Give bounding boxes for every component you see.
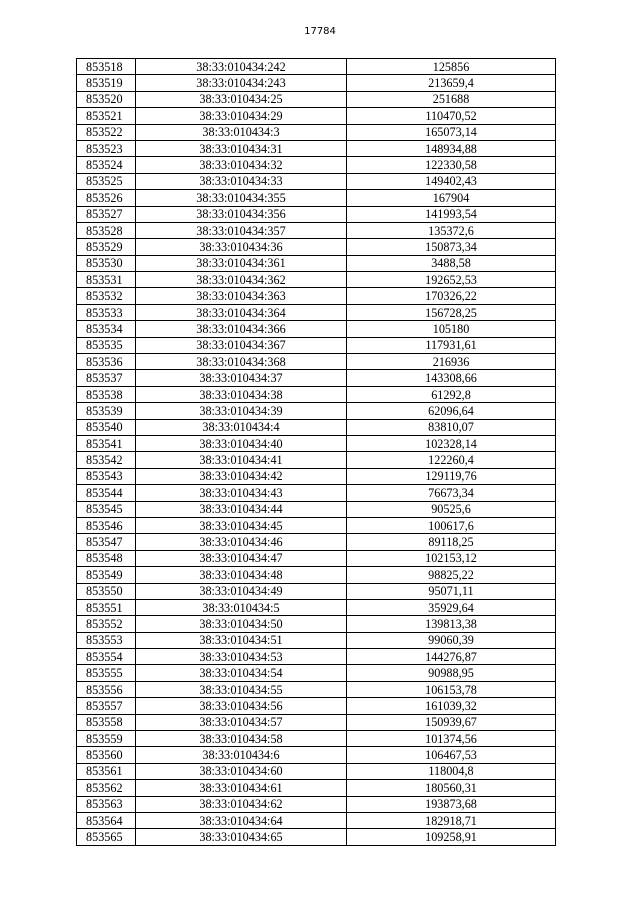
row-number-cell: 853541 bbox=[77, 435, 136, 451]
cadastral-number-cell: 38:33:010434:368 bbox=[136, 354, 347, 370]
cadastral-number-cell: 38:33:010434:41 bbox=[136, 452, 347, 468]
table-row bbox=[77, 354, 556, 370]
cadastral-number-cell: 38:33:010434:44 bbox=[136, 501, 347, 517]
cadastral-value-cell: 83810,07 bbox=[347, 419, 556, 435]
cadastral-value-cell: 141993,54 bbox=[347, 206, 556, 222]
table-row bbox=[77, 386, 556, 402]
cadastral-number-cell: 38:33:010434:5 bbox=[136, 599, 347, 615]
table-row bbox=[77, 665, 556, 681]
cadastral-number-cell: 38:33:010434:60 bbox=[136, 763, 347, 779]
row-number-cell: 853564 bbox=[77, 812, 136, 828]
row-number-cell: 853546 bbox=[77, 517, 136, 533]
row-number-cell: 853525 bbox=[77, 173, 136, 189]
table-row bbox=[77, 731, 556, 747]
table-row bbox=[77, 599, 556, 615]
row-number-cell: 853526 bbox=[77, 190, 136, 206]
cadastral-value-cell: 125856 bbox=[347, 59, 556, 75]
cadastral-number-cell: 38:33:010434:48 bbox=[136, 567, 347, 583]
row-number-cell: 853557 bbox=[77, 698, 136, 714]
table-row bbox=[77, 517, 556, 533]
cadastral-value-cell: 102328,14 bbox=[347, 435, 556, 451]
cadastral-number-cell: 38:33:010434:39 bbox=[136, 403, 347, 419]
table-row bbox=[77, 337, 556, 353]
table-row bbox=[77, 632, 556, 648]
table-row bbox=[77, 190, 556, 206]
table-row bbox=[77, 140, 556, 156]
row-number-cell: 853559 bbox=[77, 731, 136, 747]
cadastral-value-cell: 3488,58 bbox=[347, 255, 556, 271]
table-body bbox=[77, 59, 556, 846]
cadastral-number-cell: 38:33:010434:356 bbox=[136, 206, 347, 222]
cadastral-number-cell: 38:33:010434:242 bbox=[136, 59, 347, 75]
row-number-cell: 853553 bbox=[77, 632, 136, 648]
row-number-cell: 853536 bbox=[77, 354, 136, 370]
row-number-cell: 853533 bbox=[77, 304, 136, 320]
cadastral-number-cell: 38:33:010434:58 bbox=[136, 731, 347, 747]
cadastral-value-cell: 35929,64 bbox=[347, 599, 556, 615]
cadastral-number-cell: 38:33:010434:366 bbox=[136, 321, 347, 337]
table-row bbox=[77, 91, 556, 107]
cadastral-value-cell: 251688 bbox=[347, 91, 556, 107]
cadastral-value-cell: 156728,25 bbox=[347, 304, 556, 320]
cadastral-value-cell: 102153,12 bbox=[347, 550, 556, 566]
cadastral-number-cell: 38:33:010434:54 bbox=[136, 665, 347, 681]
table-row bbox=[77, 501, 556, 517]
cadastral-value-cell: 148934,88 bbox=[347, 140, 556, 156]
row-number-cell: 853535 bbox=[77, 337, 136, 353]
cadastral-value-cell: 118004,8 bbox=[347, 763, 556, 779]
cadastral-value-cell: 167904 bbox=[347, 190, 556, 206]
cadastral-value-cell: 135372,6 bbox=[347, 222, 556, 238]
cadastral-value-cell: 109258,91 bbox=[347, 829, 556, 845]
row-number-cell: 853527 bbox=[77, 206, 136, 222]
cadastral-number-cell: 38:33:010434:364 bbox=[136, 304, 347, 320]
cadastral-number-cell: 38:33:010434:40 bbox=[136, 435, 347, 451]
row-number-cell: 853521 bbox=[77, 108, 136, 124]
cadastral-number-cell: 38:33:010434:243 bbox=[136, 75, 347, 91]
row-number-cell: 853544 bbox=[77, 485, 136, 501]
table-row bbox=[77, 780, 556, 796]
cadastral-number-cell: 38:33:010434:50 bbox=[136, 616, 347, 632]
table-row bbox=[77, 681, 556, 697]
row-number-cell: 853561 bbox=[77, 763, 136, 779]
row-number-cell: 853528 bbox=[77, 222, 136, 238]
cadastral-value-cell: 193873,68 bbox=[347, 796, 556, 812]
cadastral-number-cell: 38:33:010434:51 bbox=[136, 632, 347, 648]
cadastral-number-cell: 38:33:010434:36 bbox=[136, 239, 347, 255]
table-row bbox=[77, 550, 556, 566]
table-row bbox=[77, 763, 556, 779]
cadastral-number-cell: 38:33:010434:355 bbox=[136, 190, 347, 206]
row-number-cell: 853540 bbox=[77, 419, 136, 435]
table-row bbox=[77, 419, 556, 435]
table-row bbox=[77, 567, 556, 583]
cadastral-value-cell: 76673,34 bbox=[347, 485, 556, 501]
cadastral-number-cell: 38:33:010434:56 bbox=[136, 698, 347, 714]
cadastral-number-cell: 38:33:010434:4 bbox=[136, 419, 347, 435]
row-number-cell: 853542 bbox=[77, 452, 136, 468]
table-row bbox=[77, 321, 556, 337]
row-number-cell: 853545 bbox=[77, 501, 136, 517]
cadastral-value-cell: 105180 bbox=[347, 321, 556, 337]
cadastral-number-cell: 38:33:010434:65 bbox=[136, 829, 347, 845]
table-row bbox=[77, 403, 556, 419]
row-number-cell: 853534 bbox=[77, 321, 136, 337]
row-number-cell: 853537 bbox=[77, 370, 136, 386]
cadastral-number-cell: 38:33:010434:62 bbox=[136, 796, 347, 812]
table-row bbox=[77, 173, 556, 189]
table-row bbox=[77, 272, 556, 288]
cadastral-value-cell: 150939,67 bbox=[347, 714, 556, 730]
row-number-cell: 853565 bbox=[77, 829, 136, 845]
table-row bbox=[77, 255, 556, 271]
cadastral-value-cell: 161039,32 bbox=[347, 698, 556, 714]
row-number-cell: 853539 bbox=[77, 403, 136, 419]
cadastral-number-cell: 38:33:010434:37 bbox=[136, 370, 347, 386]
cadastral-value-cell: 106153,78 bbox=[347, 681, 556, 697]
cadastral-number-cell: 38:33:010434:362 bbox=[136, 272, 347, 288]
cadastral-number-cell: 38:33:010434:57 bbox=[136, 714, 347, 730]
cadastral-number-cell: 38:33:010434:33 bbox=[136, 173, 347, 189]
cadastral-number-cell: 38:33:010434:363 bbox=[136, 288, 347, 304]
cadastral-value-cell: 182918,71 bbox=[347, 812, 556, 828]
cadastral-value-cell: 213659,4 bbox=[347, 75, 556, 91]
cadastral-number-cell: 38:33:010434:49 bbox=[136, 583, 347, 599]
cadastral-number-cell: 38:33:010434:42 bbox=[136, 468, 347, 484]
cadastral-value-cell: 139813,38 bbox=[347, 616, 556, 632]
row-number-cell: 853556 bbox=[77, 681, 136, 697]
table-row bbox=[77, 222, 556, 238]
table-row bbox=[77, 812, 556, 828]
table-row bbox=[77, 124, 556, 140]
cadastral-value-cell: 144276,87 bbox=[347, 649, 556, 665]
table-row bbox=[77, 534, 556, 550]
table-row bbox=[77, 796, 556, 812]
table-row bbox=[77, 288, 556, 304]
row-number-cell: 853530 bbox=[77, 255, 136, 271]
cadastral-value-cell: 106467,53 bbox=[347, 747, 556, 763]
table-row bbox=[77, 239, 556, 255]
table-row bbox=[77, 583, 556, 599]
cadastral-value-cell: 149402,43 bbox=[347, 173, 556, 189]
cadastral-value-cell: 62096,64 bbox=[347, 403, 556, 419]
cadastral-number-cell: 38:33:010434:29 bbox=[136, 108, 347, 124]
cadastral-value-cell: 110470,52 bbox=[347, 108, 556, 124]
table-row bbox=[77, 616, 556, 632]
cadastral-value-cell: 100617,6 bbox=[347, 517, 556, 533]
table-row bbox=[77, 108, 556, 124]
cadastral-number-cell: 38:33:010434:357 bbox=[136, 222, 347, 238]
cadastral-number-cell: 38:33:010434:32 bbox=[136, 157, 347, 173]
cadastral-value-cell: 95071,11 bbox=[347, 583, 556, 599]
table-row bbox=[77, 829, 556, 845]
row-number-cell: 853549 bbox=[77, 567, 136, 583]
row-number-cell: 853520 bbox=[77, 91, 136, 107]
cadastral-number-cell: 38:33:010434:3 bbox=[136, 124, 347, 140]
cadastral-value-cell: 150873,34 bbox=[347, 239, 556, 255]
cadastral-value-cell: 90525,6 bbox=[347, 501, 556, 517]
row-number-cell: 853558 bbox=[77, 714, 136, 730]
table-row bbox=[77, 59, 556, 75]
cadastral-value-cell: 101374,56 bbox=[347, 731, 556, 747]
table-row bbox=[77, 370, 556, 386]
cadastral-value-cell: 117931,61 bbox=[347, 337, 556, 353]
cadastral-value-cell: 122330,58 bbox=[347, 157, 556, 173]
row-number-cell: 853531 bbox=[77, 272, 136, 288]
cadastral-number-cell: 38:33:010434:43 bbox=[136, 485, 347, 501]
row-number-cell: 853523 bbox=[77, 140, 136, 156]
cadastral-number-cell: 38:33:010434:61 bbox=[136, 780, 347, 796]
row-number-cell: 853518 bbox=[77, 59, 136, 75]
table-row bbox=[77, 435, 556, 451]
cadastral-value-cell: 98825,22 bbox=[347, 567, 556, 583]
row-number-cell: 853552 bbox=[77, 616, 136, 632]
cadastral-number-cell: 38:33:010434:46 bbox=[136, 534, 347, 550]
cadastral-number-cell: 38:33:010434:6 bbox=[136, 747, 347, 763]
cadastral-value-table bbox=[76, 58, 556, 846]
table-row bbox=[77, 714, 556, 730]
cadastral-value-cell: 99060,39 bbox=[347, 632, 556, 648]
cadastral-number-cell: 38:33:010434:53 bbox=[136, 649, 347, 665]
cadastral-number-cell: 38:33:010434:45 bbox=[136, 517, 347, 533]
row-number-cell: 853547 bbox=[77, 534, 136, 550]
cadastral-number-cell: 38:33:010434:31 bbox=[136, 140, 347, 156]
row-number-cell: 853555 bbox=[77, 665, 136, 681]
cadastral-value-cell: 143308,66 bbox=[347, 370, 556, 386]
cadastral-value-cell: 180560,31 bbox=[347, 780, 556, 796]
cadastral-value-cell: 61292,8 bbox=[347, 386, 556, 402]
row-number-cell: 853563 bbox=[77, 796, 136, 812]
row-number-cell: 853524 bbox=[77, 157, 136, 173]
table-row bbox=[77, 452, 556, 468]
page-number: 17784 bbox=[304, 26, 336, 37]
cadastral-value-cell: 89118,25 bbox=[347, 534, 556, 550]
cadastral-value-cell: 216936 bbox=[347, 354, 556, 370]
row-number-cell: 853519 bbox=[77, 75, 136, 91]
cadastral-number-cell: 38:33:010434:38 bbox=[136, 386, 347, 402]
row-number-cell: 853551 bbox=[77, 599, 136, 615]
cadastral-value-cell: 165073,14 bbox=[347, 124, 556, 140]
cadastral-number-cell: 38:33:010434:64 bbox=[136, 812, 347, 828]
row-number-cell: 853560 bbox=[77, 747, 136, 763]
row-number-cell: 853543 bbox=[77, 468, 136, 484]
table-row bbox=[77, 157, 556, 173]
table-row bbox=[77, 206, 556, 222]
cadastral-number-cell: 38:33:010434:361 bbox=[136, 255, 347, 271]
cadastral-number-cell: 38:33:010434:55 bbox=[136, 681, 347, 697]
cadastral-value-cell: 170326,22 bbox=[347, 288, 556, 304]
table-row bbox=[77, 698, 556, 714]
row-number-cell: 853529 bbox=[77, 239, 136, 255]
table-row bbox=[77, 485, 556, 501]
table-row bbox=[77, 304, 556, 320]
table-row bbox=[77, 468, 556, 484]
row-number-cell: 853562 bbox=[77, 780, 136, 796]
row-number-cell: 853548 bbox=[77, 550, 136, 566]
cadastral-value-cell: 192652,53 bbox=[347, 272, 556, 288]
table-row bbox=[77, 649, 556, 665]
cadastral-number-cell: 38:33:010434:367 bbox=[136, 337, 347, 353]
table-row bbox=[77, 75, 556, 91]
row-number-cell: 853554 bbox=[77, 649, 136, 665]
cadastral-number-cell: 38:33:010434:25 bbox=[136, 91, 347, 107]
cadastral-value-cell: 122260,4 bbox=[347, 452, 556, 468]
cadastral-value-cell: 90988,95 bbox=[347, 665, 556, 681]
row-number-cell: 853532 bbox=[77, 288, 136, 304]
row-number-cell: 853550 bbox=[77, 583, 136, 599]
table-row bbox=[77, 747, 556, 763]
row-number-cell: 853538 bbox=[77, 386, 136, 402]
cadastral-value-cell: 129119,76 bbox=[347, 468, 556, 484]
cadastral-number-cell: 38:33:010434:47 bbox=[136, 550, 347, 566]
row-number-cell: 853522 bbox=[77, 124, 136, 140]
